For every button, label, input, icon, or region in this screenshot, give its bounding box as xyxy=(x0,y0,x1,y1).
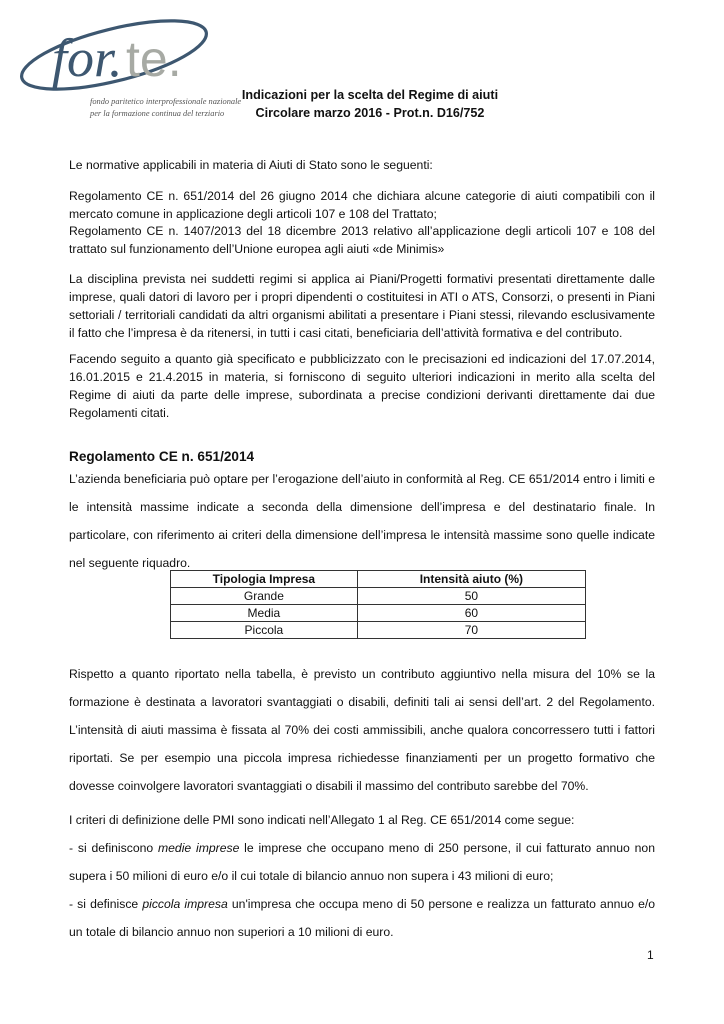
pmi-medie-imprese xyxy=(69,834,655,890)
logo-tagline-1: fondo paritetico interprofessionale nazionale xyxy=(90,97,242,106)
section-paragraph-1: L’azienda beneficiaria può optare per l’erogazione dell’aiuto in conformità al Reg. CE 651/2014 entro i limiti e le intensità massime indicate a seconda della dimensione dell’impresa e del destinatario finale. In particolare, con riferimento ai criteri della dimensione dell’impresa le intensità massime sono quelle indicate nel seguente riquadro. xyxy=(69,472,655,570)
document-title xyxy=(220,86,520,122)
table-header-intensita: Intensità aiuto (%) xyxy=(357,571,585,588)
paragraph-seguito: Facendo seguito a quanto già specificato e pubblicizzato con le precisazioni ed indicazioni del 17.07.2014, 16.01.2015 e 21.4.2015 in materia, si forniscono di seguito ulteriori indicazioni in merito alla scelta del Regime di aiuti da parte delle imprese, subordinata a precise condizioni derivanti direttamente dai due Regolamenti citati. xyxy=(69,352,655,420)
bullet-text: le imprese che occupano meno di 250 persone, il cui fatturato annuo non supera i 50 milioni di euro e/o il cui totale di bilancio annuo non supera i 43 milioni di euro; xyxy=(69,841,655,883)
pmi-lead: I criteri di definizione delle PMI sono indicati nell’Allegato 1 al Reg. CE 651/2014 come segue: xyxy=(69,813,575,827)
title-line-2: Circolare marzo 2016 - Prot.n. D16/752 xyxy=(255,106,485,120)
table-header-tipologia: Tipologia Impresa xyxy=(171,571,358,588)
table-row xyxy=(171,622,586,639)
term-medie-imprese: medie imprese xyxy=(157,841,240,855)
logo-wordmark-light: te. xyxy=(126,31,182,87)
table-row xyxy=(171,588,586,605)
table-cell-tipologia: Piccola xyxy=(171,622,358,639)
page-number: 1 xyxy=(647,948,654,962)
table-header-row xyxy=(171,571,586,588)
title-line-1: Indicazioni per la scelta del Regime di aiuti xyxy=(241,88,499,102)
table-cell-intensita: 60 xyxy=(357,605,585,622)
table-cell-tipologia: Media xyxy=(171,605,358,622)
paragraph-disciplina: La disciplina prevista nei suddetti regimi si applica ai Piani/Progetti formativi presentati direttamente dalle imprese, quali datori di lavoro per i propri dipendenti o costituitesi in ATI o ATS, Consorzi, o presenti in Piani settoriali / territoriali candidati da altri organismi abilitati a presentare i Piani stessi, rilevando esclusivamente il fatto che l’impresa è da ritenersi, in tutti i casi citati, beneficiaria dell’attività formativa e del contributo. xyxy=(69,272,655,340)
pmi-piccola-impresa xyxy=(69,890,655,946)
table-cell-intensita: 50 xyxy=(357,588,585,605)
term-piccola-impresa: piccola impresa xyxy=(142,897,228,911)
table-cell-intensita: 70 xyxy=(357,622,585,639)
logo-tagline-2: per la formazione continua del terziario xyxy=(90,109,225,118)
bullet-prefix: - si definisce xyxy=(69,897,143,911)
logo-graphic xyxy=(14,10,214,100)
table-cell-tipologia: Grande xyxy=(171,588,358,605)
section-heading: Regolamento CE n. 651/2014 xyxy=(69,449,255,464)
section-paragraph-2: Rispetto a quanto riportato nella tabella, è previsto un contributo aggiuntivo nella misura del 10% se la formazione è destinata a lavoratori svantaggiati o disabili, definiti tali ai sensi dell’art. 2 del Regolamento. L’intensità di aiuti massima è fissata al 70% dei costi ammissibili, anche qualora concorressero tutti i fattori riportati. Se per esempio una piccola impresa richiedesse finanziamenti per un progetto formativo che dovesse coinvolgere lavoratori svantaggiati o disabili il massimo del contributo sarebbe del 70%. xyxy=(69,667,655,793)
table-row xyxy=(171,605,586,622)
regulation-651: Regolamento CE n. 651/2014 del 26 giugno 2014 che dichiara alcune categorie di aiuti compatibili con il mercato comune in applicazione degli articoli 107 e 108 del Trattato; xyxy=(69,189,655,221)
regulation-1407: Regolamento CE n. 1407/2013 del 18 dicembre 2013 relativo all’applicazione degli articoli 107 e 108 del trattato sul funzionamento dell’Unione europea agli aiuti «de Minimis» xyxy=(69,224,655,256)
intro-lead: Le normative applicabili in materia di Aiuti di Stato sono le seguenti: xyxy=(69,158,433,172)
intensity-table xyxy=(170,570,586,639)
bullet-text: un'impresa che occupa meno di 50 persone e realizza un fatturato annuo e/o un totale di bilancio annuo non superiori a 10 milioni di euro. xyxy=(69,897,656,939)
logo-wordmark-dark: for. xyxy=(52,28,123,88)
bullet-prefix: - si definiscono xyxy=(69,841,158,855)
forte-logo xyxy=(14,10,242,120)
